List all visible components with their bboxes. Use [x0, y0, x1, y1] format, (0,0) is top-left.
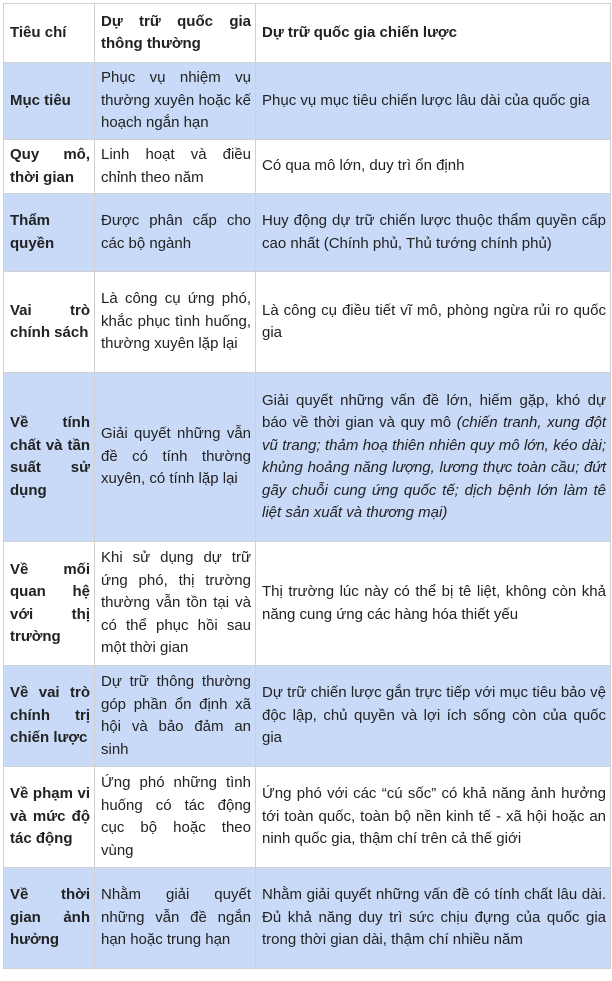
- table-row: [4, 542, 611, 666]
- header-row: [4, 4, 611, 63]
- table-row: [4, 373, 611, 542]
- table-row: [4, 140, 611, 194]
- row-strategic: Ứng phó với các “cú sốc” có khả năng ảnh hưởng tới toàn quốc, toàn bộ nền kinh tế - xã hội hoặc an ninh quốc gia, thậm chí trên cả thế giới: [256, 767, 611, 868]
- row-criterion: Mục tiêu: [4, 63, 95, 140]
- row-normal: Ứng phó những tình huống có tác động cục bộ hoặc theo vùng: [95, 767, 256, 868]
- row-normal: Linh hoạt và điều chỉnh theo năm: [95, 140, 256, 194]
- row-normal: Khi sử dụng dự trữ ứng phó, thị trường thường vẫn tồn tại và có thể phục hồi sau một thời gian: [95, 542, 256, 666]
- header-normal-reserve: Dự trữ quốc gia thông thường: [95, 4, 256, 63]
- table-row: [4, 194, 611, 272]
- row-criterion: Về phạm vi và mức độ tác động: [4, 767, 95, 868]
- row-strategic: Có qua mô lớn, duy trì ổn định: [256, 140, 611, 194]
- row-strategic: Giải quyết những vấn đề lớn, hiếm gặp, khó dự báo về thời gian và quy mô: [262, 391, 606, 431]
- table-row: [4, 666, 611, 767]
- row-criterion: Về tính chất và tần suất sử dụng: [4, 373, 95, 542]
- comparison-table: [3, 3, 611, 969]
- header-strategic-reserve: Dự trữ quốc gia chiến lược: [256, 4, 611, 63]
- row-criterion: Vai trò chính sách: [4, 272, 95, 373]
- row-strategic: Nhằm giải quyết những vấn đề có tính chất lâu dài. Đủ khả năng duy trì sức chịu đựng của quốc gia trong thời gian dài, thậm chí nhiều năm: [256, 868, 611, 969]
- row-criterion: Thẩm quyền: [4, 194, 95, 272]
- row-criterion: Về mối quan hệ với thị trường: [4, 542, 95, 666]
- row-strategic-examples: (chiến tranh, xung đột vũ trang; thảm hoạ thiên nhiên quy mô lớn, kéo dài; khủng hoảng năng lượng, lương thực toàn cầu; đứt gãy chuỗi cung ứng quốc tế; dịch bệnh lớn làm tê liệt sản xuất và thương mại): [262, 414, 607, 521]
- table-row: [4, 272, 611, 373]
- row-strategic: Phục vụ mục tiêu chiến lược lâu dài của quốc gia: [256, 63, 611, 140]
- row-normal: Nhằm giải quyết những vẫn đề ngắn hạn hoặc trung hạn: [95, 868, 256, 969]
- row-normal: Dự trữ thông thường góp phần ổn định xã hội và bảo đảm an sinh: [95, 666, 256, 767]
- row-criterion: Quy mô, thời gian: [4, 140, 95, 194]
- row-normal: Giải quyết những vẫn đề có tính thường xuyên, có tính lặp lại: [95, 373, 256, 542]
- table-row: [4, 767, 611, 868]
- row-normal: Phục vụ nhiệm vụ thường xuyên hoặc kế hoạch ngắn hạn: [95, 63, 256, 140]
- row-strategic: Là công cụ điều tiết vĩ mô, phòng ngừa rủi ro quốc gia: [256, 272, 611, 373]
- row-normal: Là công cụ ứng phó, khắc phục tình huống, thường xuyên lặp lại: [95, 272, 256, 373]
- row-strategic: Huy động dự trữ chiến lược thuộc thẩm quyền cấp cao nhất (Chính phủ, Thủ tướng chính phủ): [256, 194, 611, 272]
- table-row: [4, 868, 611, 969]
- table-row: [4, 63, 611, 140]
- row-strategic: Dự trữ chiến lược gắn trực tiếp với mục tiêu bảo vệ độc lập, chủ quyền và lợi ích sống còn của quốc gia: [256, 666, 611, 767]
- row-strategic-cell: [256, 373, 611, 542]
- row-strategic: Thị trường lúc này có thể bị tê liệt, không còn khả năng cung ứng các hàng hóa thiết yếu: [256, 542, 611, 666]
- row-criterion: Về vai trò chính trị chiến lược: [4, 666, 95, 767]
- row-criterion: Về thời gian ảnh hưởng: [4, 868, 95, 969]
- header-criterion: Tiêu chí: [4, 4, 95, 63]
- row-normal: Được phân cấp cho các bộ ngành: [95, 194, 256, 272]
